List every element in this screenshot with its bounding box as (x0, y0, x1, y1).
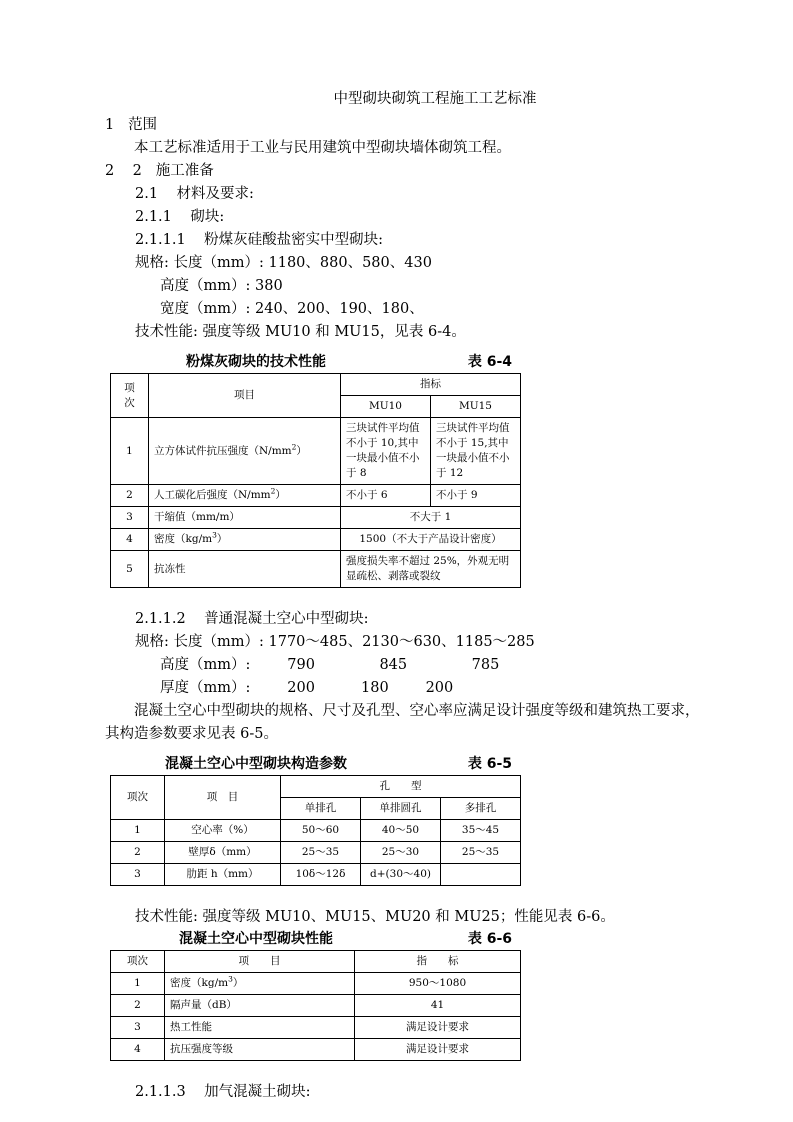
table-6-4-caption (110, 352, 520, 373)
row-value-2: d+(30～40) (361, 864, 441, 886)
row-value-2: 40～50 (361, 820, 441, 842)
document-content (105, 88, 725, 1104)
row-item: 热工性能 (165, 1017, 355, 1039)
section-2-title: 施工准备 (155, 163, 214, 179)
section-1-title: 范围 (128, 117, 158, 133)
table-6-4-caption-title: 粉煤灰砌块的技术性能 (186, 354, 326, 370)
spec-concrete-thickness: 厚度（mm）: 200 180 200 (160, 680, 454, 696)
row-index: 3 (111, 507, 149, 529)
row-index: 1 (111, 973, 165, 995)
row-item: 抗冻性 (149, 551, 341, 588)
row-index: 5 (111, 551, 149, 588)
page-title: 中型砌块砌筑工程施工工艺标准 (333, 91, 537, 107)
row-item: 肋距 h（mm） (165, 864, 281, 886)
spec-fly-ash-performance: 技术性能: 强度等级 MU10 和 MU15，见表 6-4。 (135, 324, 466, 340)
row-value-mu15: 三块试件平均值不小于 15,其中一块最小值不小于 12 (431, 418, 521, 485)
table-6-5-header-index: 项次 (111, 776, 165, 820)
row-item: 壁厚δ（mm） (165, 842, 281, 864)
table-6-4-header-mu10: MU10 (341, 396, 431, 418)
table-row (111, 842, 521, 864)
row-index: 4 (111, 529, 149, 551)
table-6-5-caption-number: 表 6-5 (467, 756, 512, 772)
row-item: 隔声量（dB） (165, 995, 355, 1017)
row-value-merged: 强度损失率不超过 25%，外观无明显疏松、剥落或裂纹 (341, 551, 521, 588)
table-row (111, 995, 521, 1017)
section-1-heading (105, 114, 725, 137)
row-item: 立方体试件抗压强度$(N/mm^2)$ (149, 418, 341, 485)
table-6-5-caption-title: 混凝土空心中型砌块构造参数 (165, 756, 347, 772)
table-6-4-block (110, 352, 520, 588)
table-6-4-caption-number: 表 6-4 (467, 354, 512, 370)
row-index: 3 (111, 864, 165, 886)
table-row (111, 1017, 521, 1039)
row-value-1: 50～60 (281, 820, 361, 842)
table-row (111, 551, 521, 588)
row-item: 空心率（%） (165, 820, 281, 842)
row-index: 3 (111, 1017, 165, 1039)
section-2-1-1-2-heading: 2.1.1.2 普通混凝土空心中型砌块: (135, 611, 369, 627)
row-value-2: 25～30 (361, 842, 441, 864)
section-2-1-1-3-heading: 2.1.1.3 加气混凝土砌块: (135, 1084, 311, 1100)
row-value-mu10: 不小于 6 (341, 485, 431, 507)
spec-concrete-performance: 技术性能: 强度等级 MU10、MU15、MU20 和 MU25；性能见表 6-6。 (135, 909, 615, 925)
spec-fly-ash-height: 高度（mm）: 380 (160, 278, 283, 294)
table-row (111, 951, 521, 973)
section-2-heading (105, 160, 725, 183)
table-6-5-header-holetype: 孔 型 (281, 776, 521, 798)
table-row (111, 485, 521, 507)
row-value-1: 25～35 (281, 842, 361, 864)
table-row (111, 776, 521, 798)
row-value-mu10: 三块试件平均值不小于 10,其中一块最小值不小于 8 (341, 418, 431, 485)
table-row (111, 973, 521, 995)
row-index: 2 (111, 485, 149, 507)
table-6-6 (110, 950, 521, 1061)
table-6-5-block (110, 754, 520, 886)
row-value-mu15: 不小于 9 (431, 485, 521, 507)
row-value-3 (441, 864, 521, 886)
table-6-5-header-item: 项 目 (165, 776, 281, 820)
row-value-3: 35～45 (441, 820, 521, 842)
row-index: 4 (111, 1039, 165, 1061)
table-row (111, 529, 521, 551)
row-index: 2 (111, 995, 165, 1017)
table-row (111, 820, 521, 842)
row-item: 密度$(kg/m^3)$ (165, 973, 355, 995)
row-index: 1 (111, 418, 149, 485)
row-index: 1 (111, 820, 165, 842)
row-index: 2 (111, 842, 165, 864)
table-6-4-header-index: 项 次 (111, 374, 149, 418)
table-6-6-caption-title: 混凝土空心中型砌块性能 (179, 931, 333, 947)
row-value: 满足设计要求 (355, 1017, 521, 1039)
section-1-number: 1 (105, 117, 115, 133)
section-2-number: 2 2 (105, 163, 142, 179)
row-value-merged: 不大于 1 (341, 507, 521, 529)
table-6-4-header-indicator: 指标 (341, 374, 521, 396)
row-value-1: 10δ～12δ (281, 864, 361, 886)
table-6-5-header-multi-row-hole: 多排孔 (441, 798, 521, 820)
row-item: 干缩值（mm/m） (149, 507, 341, 529)
paragraph-concrete-requirements-line2: 其构造参数要求见表 6-5。 (105, 726, 278, 742)
section-2-1-heading: 2.1 材料及要求: (135, 186, 254, 202)
table-6-6-block (110, 929, 520, 1061)
table-row (111, 507, 521, 529)
table-6-5-header-single-row-hole: 单排孔 (281, 798, 361, 820)
table-6-4-header-mu15: MU15 (431, 396, 521, 418)
table-row (111, 418, 521, 485)
table-6-5 (110, 775, 521, 886)
row-item: 密度$(kg/m^3)$ (149, 529, 341, 551)
row-value-3: 25～35 (441, 842, 521, 864)
table-6-6-header-indicator: 指 标 (355, 951, 521, 973)
section-2-1-1-1-heading: 2.1.1.1 粉煤灰硅酸盐密实中型砌块: (135, 232, 384, 248)
table-6-6-caption (110, 929, 520, 950)
row-item: 人工碳化后强度$(N/mm^2)$ (149, 485, 341, 507)
table-6-5-header-single-row-round-hole: 单排圆孔 (361, 798, 441, 820)
row-value: 满足设计要求 (355, 1039, 521, 1061)
section-1-paragraph: 本工艺标准适用于工业与民用建筑中型砌块墙体砌筑工程。 (134, 140, 511, 156)
table-row (111, 1039, 521, 1061)
spec-concrete-length: 规格: 长度（mm）: 1770～485、2130～630、1185～285 (135, 634, 535, 650)
spec-concrete-height: 高度（mm）: 790 845 785 (160, 657, 500, 673)
table-6-5-caption (110, 754, 520, 775)
table-row (111, 374, 521, 396)
section-2-1-1-heading: 2.1.1 砌块: (135, 209, 225, 225)
table-row (111, 864, 521, 886)
row-value: 41 (355, 995, 521, 1017)
spec-fly-ash-length: 规格: 长度（mm）: 1180、880、580、430 (135, 255, 432, 271)
spec-fly-ash-width: 宽度（mm）: 240、200、190、180、 (160, 301, 424, 317)
table-6-6-caption-number: 表 6-6 (467, 931, 512, 947)
table-6-4-header-item: 项目 (149, 374, 341, 418)
paragraph-concrete-requirements-line1: 混凝土空心中型砌块的规格、尺寸及孔型、空心率应满足设计强度等级和建筑热工要求， (134, 703, 700, 719)
table-6-6-header-index: 项次 (111, 951, 165, 973)
row-value: 950～1080 (355, 973, 521, 995)
table-6-4 (110, 373, 521, 588)
table-6-6-header-item: 项 目 (165, 951, 355, 973)
row-value-merged: 1500（不大于产品设计密度） (341, 529, 521, 551)
row-item: 抗压强度等级 (165, 1039, 355, 1061)
